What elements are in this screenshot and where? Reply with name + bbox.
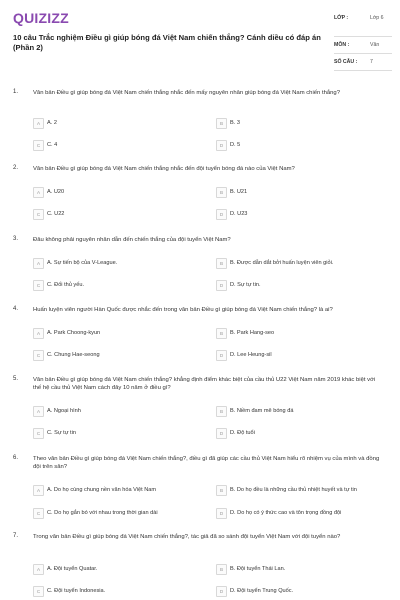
option-d[interactable] (216, 350, 386, 361)
option-c[interactable] (33, 508, 203, 519)
option-letter-box: D (216, 428, 227, 439)
option-letter-box: A (33, 564, 44, 575)
question-text: Huấn luyện viên người Hàn Quốc được nhắc đến trong văn bản Điều gì giúp bóng đá Việt Nam chiến thắng? là ai? (33, 307, 333, 313)
question-text: Trong văn bản Điều gì giúp bóng đá Việt Nam chiến thắng?, tác giả đã so sánh đội tuyển Việt Nam với đội tuyển nào? (33, 534, 341, 540)
option-d[interactable] (216, 428, 386, 439)
meta-count-row (334, 56, 392, 71)
option-letter-box: A (33, 258, 44, 269)
option-text: D. U23 (230, 210, 248, 217)
option-text: D. Do họ có ý thức cao và tôn trọng đồng đội (230, 509, 342, 516)
option-letter-box: B (216, 328, 227, 339)
option-d[interactable] (216, 586, 386, 597)
option-letter-box: B (216, 187, 227, 198)
option-letter-box: D (216, 209, 227, 220)
option-letter-box: C (33, 428, 44, 439)
option-text: B. Đội tuyển Thái Lan. (230, 565, 286, 572)
question-number: 5. (13, 376, 19, 382)
option-text: D. Độ tuổi (230, 429, 255, 436)
option-text: C. Chung Hae-seong (47, 351, 100, 358)
option-b[interactable] (216, 187, 386, 198)
meta-subject-value: Văn (370, 42, 380, 48)
option-text: C. U22 (47, 210, 65, 217)
option-letter-box: D (216, 280, 227, 291)
option-a[interactable] (33, 328, 203, 339)
worksheet-meta (334, 12, 392, 73)
option-b[interactable] (216, 258, 386, 269)
option-b[interactable] (216, 564, 386, 575)
option-text: C. 4 (47, 141, 58, 148)
meta-subject-label: MÔN : (334, 42, 350, 48)
option-b[interactable] (216, 328, 386, 339)
option-c[interactable] (33, 140, 203, 151)
option-a[interactable] (33, 485, 203, 496)
option-letter-box: B (216, 485, 227, 496)
option-text: A. Ngoại hình (47, 407, 81, 414)
option-letter-box: B (216, 406, 227, 417)
option-text: C. Đối thủ yếu. (47, 281, 84, 288)
option-a[interactable] (33, 187, 203, 198)
option-letter-box: A (33, 328, 44, 339)
question-number: 4. (13, 306, 19, 312)
option-a[interactable] (33, 406, 203, 417)
question-text: Văn bản Điều gì giúp bóng đá Việt Nam chiến thắng? khẳng định điểm khác biệt của cầu thủ U22 Việt Nam năm 2019 khác biệt với thế hệ cầu thủ Việt Nam cách đây 10 năm ở điều gì? (33, 377, 376, 391)
option-d[interactable] (216, 140, 386, 151)
option-text: B. Niềm đam mê bóng đá (230, 407, 294, 414)
option-a[interactable] (33, 118, 203, 129)
option-letter-box: C (33, 508, 44, 519)
option-text: A. U20 (47, 188, 65, 195)
question-text: Theo văn bản Điều gì giúp bóng đá Việt Nam chiến thắng?, điều gì đã giúp các cầu thủ Việt Nam hiểu rõ nhiệm vụ của mình và đồng đội trên sân? (33, 456, 380, 470)
option-text: C. Sự tự tin (47, 429, 76, 436)
quizizz-logo (13, 10, 69, 26)
meta-class-label: LỚP : (334, 15, 349, 21)
option-text: D. Lee Heung-sil (230, 351, 272, 358)
option-letter-box: A (33, 485, 44, 496)
option-text: D. Đội tuyển Trung Quốc. (230, 587, 294, 594)
option-letter-box: D (216, 586, 227, 597)
logo-text: QUIZIZZ (13, 10, 69, 26)
option-b[interactable] (216, 118, 386, 129)
question-number: 1. (13, 89, 19, 95)
option-d[interactable] (216, 508, 386, 519)
option-letter-box: D (216, 350, 227, 361)
option-c[interactable] (33, 428, 203, 439)
meta-class-row (334, 12, 392, 37)
option-text: A. Sự tiến bộ của V-League. (47, 259, 118, 266)
option-b[interactable] (216, 485, 386, 496)
option-text: B. Được dẫn dắt bởi huấn luyện viên giỏi. (230, 259, 334, 266)
option-c[interactable] (33, 280, 203, 291)
option-text: A. Đội tuyển Quatar. (47, 565, 98, 572)
option-a[interactable] (33, 258, 203, 269)
option-a[interactable] (33, 564, 203, 575)
question-text: Văn bản Điều gì giúp bóng đá Việt Nam chiến thắng nhắc đến đội tuyển bóng đá nào của Việt Nam? (33, 166, 295, 172)
option-b[interactable] (216, 406, 386, 417)
option-letter-box: B (216, 564, 227, 575)
option-c[interactable] (33, 350, 203, 361)
meta-count-label: SỐ CÂU : (334, 59, 358, 65)
option-letter-box: C (33, 140, 44, 151)
option-text: A. Park Choong-kyun (47, 329, 101, 336)
question-number: 3. (13, 236, 19, 242)
option-letter-box: A (33, 406, 44, 417)
question-number: 2. (13, 165, 19, 171)
question-number: 7. (13, 533, 19, 539)
option-letter-box: A (33, 118, 44, 129)
meta-subject-row (334, 39, 392, 54)
option-text: B. 3 (230, 119, 240, 126)
option-d[interactable] (216, 280, 386, 291)
worksheet-header (0, 0, 400, 84)
meta-count-value: 7 (370, 59, 373, 65)
option-letter-box: D (216, 140, 227, 151)
option-d[interactable] (216, 209, 386, 220)
option-letter-box: C (33, 350, 44, 361)
option-c[interactable] (33, 586, 203, 597)
option-text: B. Park Hang-seo (230, 329, 275, 336)
option-c[interactable] (33, 209, 203, 220)
option-text: D. Sự tự tin. (230, 281, 261, 288)
option-text: C. Đội tuyển Indonesia. (47, 587, 106, 594)
meta-class-value: Lớp 6 (370, 15, 384, 21)
option-text: C. Do họ gắn bó với nhau trong thời gian dài (47, 509, 158, 516)
option-text: A. Do họ cùng chung nền văn hóa Việt Nam (47, 486, 157, 493)
option-text: B. U21 (230, 188, 248, 195)
option-letter-box: D (216, 508, 227, 519)
option-letter-box: C (33, 209, 44, 220)
option-letter-box: B (216, 258, 227, 269)
question-number: 6. (13, 455, 19, 461)
option-letter-box: A (33, 187, 44, 198)
worksheet-title: 10 câu Trắc nghiệm Điều gì giúp bóng đá Việt Nam chiến thắng? Cánh diều có đáp án (Phần 2) (13, 33, 321, 52)
question-text: Văn bản Điều gì giúp bóng đá Việt Nam chiến thắng nhắc đến mấy nguyên nhân giúp bóng đá Việt Nam chiến thắng? (33, 90, 340, 96)
option-letter-box: C (33, 586, 44, 597)
option-letter-box: B (216, 118, 227, 129)
option-letter-box: C (33, 280, 44, 291)
option-text: B. Do họ đều là những cầu thủ nhiệt huyết và tự tin (230, 486, 357, 493)
option-text: A. 2 (47, 119, 57, 126)
question-text: Đâu không phải nguyên nhân dẫn đến chiến thắng của đội tuyển Việt Nam? (33, 237, 231, 243)
option-text: D. 5 (230, 141, 241, 148)
